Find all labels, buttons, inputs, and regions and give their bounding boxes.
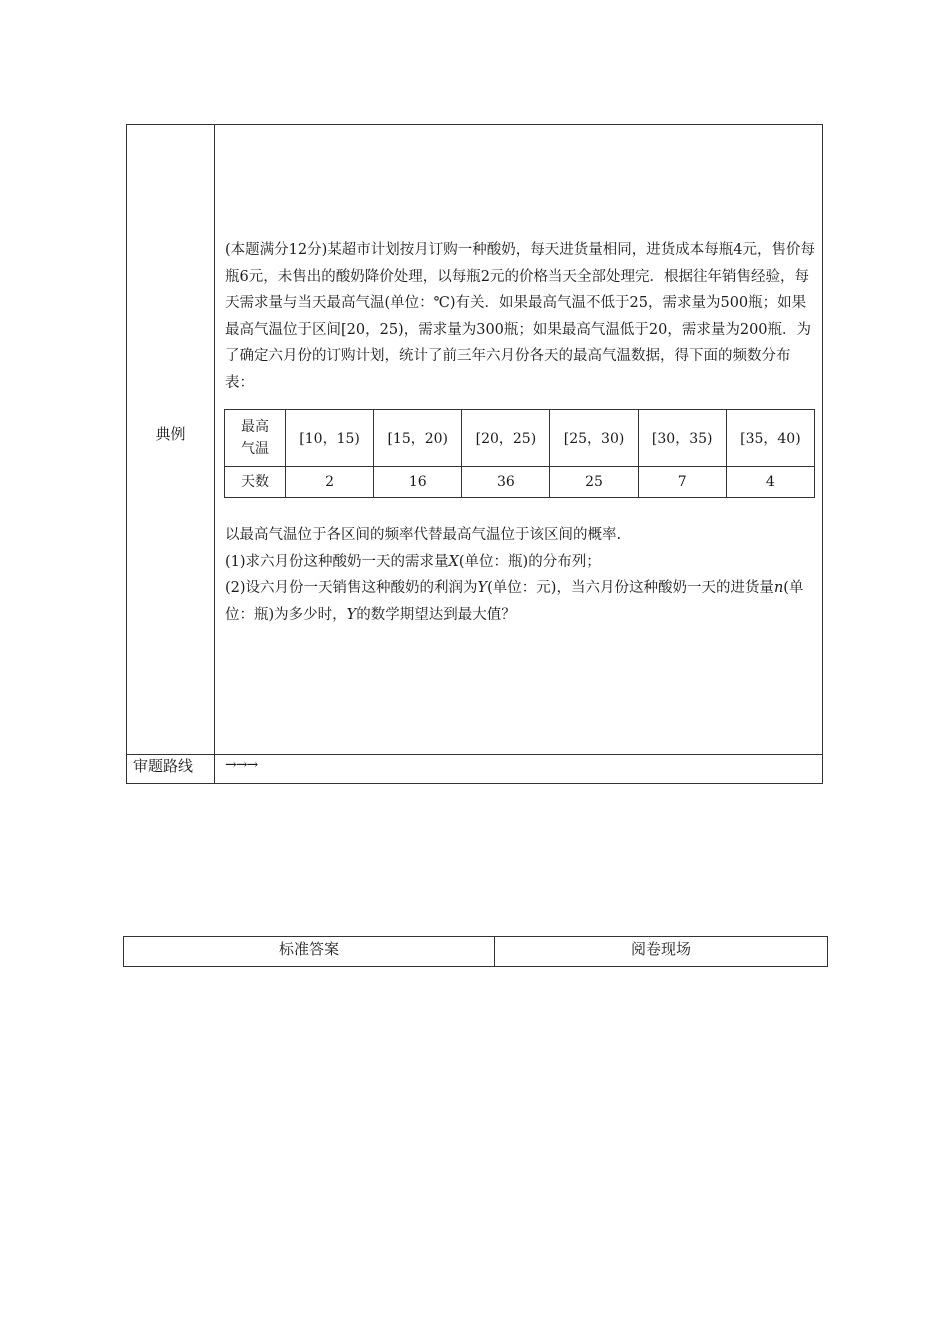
standard-answer-header: 标准答案 bbox=[278, 940, 339, 958]
answer-header-table bbox=[123, 936, 828, 967]
route-arrows: →→→ bbox=[225, 757, 258, 773]
example-label: 典例 bbox=[155, 425, 186, 443]
example-box bbox=[126, 124, 823, 784]
interval-cell: [25，30) bbox=[550, 410, 638, 467]
header-line2: 气温 bbox=[241, 441, 269, 457]
column-divider bbox=[214, 125, 215, 783]
count-label-cell: 天数 bbox=[225, 467, 286, 498]
interval-cell: [20，25) bbox=[462, 410, 550, 467]
table-row bbox=[225, 467, 815, 498]
row-divider bbox=[127, 754, 822, 755]
header-line1: 最高 bbox=[241, 419, 269, 435]
questions bbox=[225, 522, 817, 628]
interval-cell: [10，15) bbox=[286, 410, 374, 467]
count-cell: 16 bbox=[374, 467, 462, 498]
frequency-table bbox=[224, 409, 815, 498]
count-cell: 25 bbox=[550, 467, 638, 498]
count-cell: 7 bbox=[638, 467, 726, 498]
interval-cell: [15，20) bbox=[374, 410, 462, 467]
count-cell: 36 bbox=[462, 467, 550, 498]
route-label: 审题路线 bbox=[133, 757, 194, 775]
interval-cell: [30，35) bbox=[638, 410, 726, 467]
grading-scene-header: 阅卷现场 bbox=[630, 940, 691, 958]
table-header-cell bbox=[225, 410, 286, 467]
count-cell: 2 bbox=[286, 467, 374, 498]
interval-cell: [35，40) bbox=[726, 410, 814, 467]
problem-statement: (本题满分12分)某超市计划按月订购一种酸奶，每天进货量相同，进货成本每瓶4元，售价每瓶6元，未售出的酸奶降价处理，以每瓶2元的价格当天全部处理完．根据往年销售经验，每天需求量与当天最高气温(单位：℃)有关．如果最高气温不低于25，需求量为500瓶；如果最高气温位于区间[20，25)，需求量为300瓶；如果最高气温低于20，需求量为200瓶．为了确定六月份的订购计划，统计了前三年六月份各天的最高气温数据，得下面的频数分布表： bbox=[225, 242, 815, 391]
question-1: (1)求六月份这种酸奶一天的需求量X(单位：瓶)的分布列； bbox=[225, 553, 601, 570]
probability-note: 以最高气温位于各区间的频率代替最高气温位于该区间的概率. bbox=[225, 527, 622, 543]
count-cell: 4 bbox=[726, 467, 814, 498]
question-2: (2)设六月份一天销售这种酸奶的利润为Y(单位：元)，当六月份这种酸奶一天的进货量n(单位：瓶)为多少时，Y的数学期望达到最大值？ bbox=[225, 580, 804, 623]
table-row bbox=[225, 410, 815, 467]
